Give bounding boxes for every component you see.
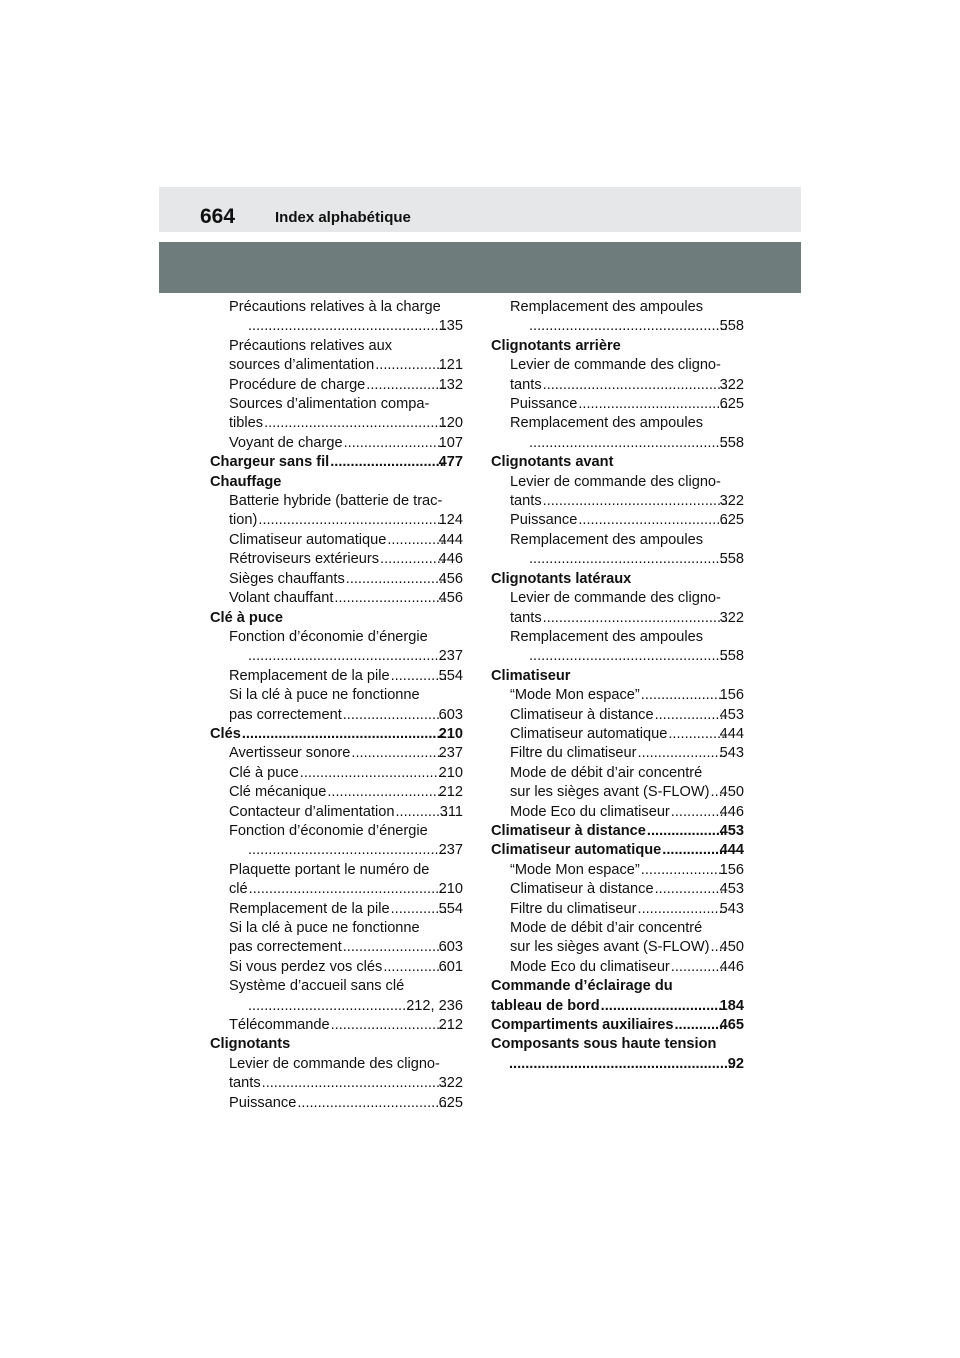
- leader-dots: [543, 376, 727, 395]
- leader-dots: [387, 531, 445, 550]
- index-page-ref: 601: [438, 958, 463, 975]
- leader-dots: [675, 1016, 726, 1035]
- index-page-ref: 625: [438, 1094, 463, 1111]
- index-page-ref: 322: [719, 609, 744, 626]
- index-entry-sub: [210, 783, 463, 802]
- leader-dots: [509, 1055, 734, 1074]
- index-page-ref: 444: [438, 531, 463, 548]
- leader-dots: [578, 511, 726, 530]
- index-page-ref: 212: [438, 784, 463, 801]
- index-entry-sub: [210, 589, 463, 608]
- index-page-ref: 554: [438, 900, 463, 917]
- leader-dots: [343, 706, 446, 725]
- index-page-ref: 450: [719, 939, 744, 956]
- index-entry-label: tants: [229, 1075, 261, 1092]
- index-entry-sub: [210, 531, 463, 550]
- index-entry-label: Télécommande: [229, 1017, 330, 1034]
- leader-dots: [248, 317, 446, 336]
- index-entry-label: Clignotants arrière: [491, 337, 621, 354]
- index-entry-label: Filtre du climatiseur: [510, 900, 637, 917]
- index-entry-main: [491, 841, 744, 860]
- index-entry-sub: [491, 958, 744, 977]
- header-band: [159, 187, 801, 232]
- index-page-ref: 121: [438, 357, 463, 374]
- index-page-ref: 237: [438, 745, 463, 762]
- index-page-ref: 237: [438, 842, 463, 859]
- index-page-ref: 558: [719, 434, 744, 451]
- index-entry-sub: [210, 395, 463, 434]
- index-entry-label: pas correctement: [229, 706, 342, 723]
- index-entry-label: Climatiseur automatique: [510, 725, 668, 742]
- index-page-ref: 210: [438, 725, 463, 742]
- index-page-ref: 453: [719, 881, 744, 898]
- index-page-ref: 465: [719, 1017, 744, 1034]
- index-entry-sub: [210, 1094, 463, 1113]
- index-entry-label: Clé à puce: [229, 764, 299, 781]
- index-entry-sub: [491, 356, 744, 395]
- index-page-ref: 92: [727, 1055, 744, 1072]
- leader-dots: [327, 783, 445, 802]
- index-page-ref: 446: [719, 803, 744, 820]
- index-entry-sub: [210, 628, 463, 667]
- index-entry-label: Si la clé à puce ne fonctionne: [229, 920, 420, 936]
- index-entry-label: Remplacement des ampoules: [510, 531, 704, 548]
- index-entry-label: Climatiseur automatique: [491, 842, 662, 859]
- index-entry-label: Filtre du climatiseur: [510, 745, 637, 762]
- index-entry-sub: [210, 919, 463, 958]
- index-entry-sub: [210, 1055, 463, 1094]
- index-entry-sub: [491, 803, 744, 822]
- index-entry-sub: [491, 861, 744, 880]
- index-page-ref: 558: [719, 318, 744, 335]
- leader-dots: [601, 997, 726, 1016]
- index-entry-label: tants: [510, 609, 542, 626]
- index-page-ref: 558: [719, 551, 744, 568]
- leader-dots: [346, 570, 446, 589]
- index-entry-label: Avertisseur sonore: [229, 745, 351, 762]
- leader-dots: [248, 647, 446, 666]
- index-entry-sub: [210, 434, 463, 453]
- index-entry-sub: [491, 919, 744, 958]
- index-entry-label: Chargeur sans fil: [210, 454, 330, 471]
- leader-dots: [529, 647, 727, 666]
- leader-dots: [300, 764, 446, 783]
- index-entry-label: pas correctement: [229, 939, 342, 956]
- leader-dots: [529, 550, 727, 569]
- leader-dots: [242, 725, 445, 744]
- index-entry-label: Chauffage: [210, 473, 282, 490]
- index-entry-sub: [491, 725, 744, 744]
- leader-dots: [668, 725, 726, 744]
- index-entry-sub: [491, 473, 744, 512]
- index-entry-label: Puissance: [510, 396, 578, 413]
- index-entry-label: Climatiseur automatique: [229, 531, 387, 548]
- leader-dots: [248, 997, 413, 1016]
- leader-dots: [671, 958, 727, 977]
- index-entry-label: Climatiseur: [491, 667, 571, 684]
- page-number: 664: [200, 205, 236, 228]
- index-entry-label: Climatiseur à distance: [491, 822, 646, 839]
- index-entry-sub: [210, 803, 463, 822]
- leader-dots: [641, 861, 727, 880]
- leader-dots: [391, 667, 446, 686]
- index-page-ref: 543: [719, 745, 744, 762]
- index-page-ref: 210: [438, 764, 463, 781]
- index-entry-sub: [210, 1016, 463, 1035]
- index-page-ref: 444: [719, 842, 744, 859]
- index-entry-label: Mode Eco du climatiseur: [510, 803, 670, 820]
- index-page-ref: 156: [719, 687, 744, 704]
- leader-dots: [655, 880, 727, 899]
- leader-dots: [543, 492, 727, 511]
- index-entry-main: [491, 977, 744, 1016]
- index-entry-label: Volant chauffant: [229, 590, 334, 607]
- leader-dots: [383, 958, 445, 977]
- index-page-ref: 135: [438, 318, 463, 335]
- index-page-ref: 453: [719, 822, 744, 839]
- index-entry-label: Précautions relatives à la charge: [229, 299, 441, 315]
- index-entry-label: Remplacement de la pile: [229, 900, 390, 917]
- index-page-ref: 625: [719, 396, 744, 413]
- leader-dots: [662, 841, 725, 860]
- index-entry-label: Clé à puce: [210, 609, 283, 626]
- section-title: Index alphabétique: [275, 209, 411, 226]
- index-entry-sub: [210, 958, 463, 977]
- index-entry-sub: [491, 628, 744, 667]
- header-bar: [159, 242, 801, 293]
- index-page-ref: 554: [438, 667, 463, 684]
- index-entry-sub: [210, 550, 463, 569]
- leader-dots: [331, 1016, 446, 1035]
- index-entry-label: “Mode Mon espace”: [510, 861, 640, 878]
- index-page-ref: 107: [438, 434, 463, 451]
- index-entry-sub: [491, 589, 744, 628]
- index-page-ref: 444: [719, 725, 744, 742]
- index-entry-main: [491, 1035, 744, 1074]
- leader-dots: [638, 900, 727, 919]
- leader-dots: [330, 453, 444, 472]
- index-entry-main: [210, 725, 463, 744]
- index-entry-sub: [210, 686, 463, 725]
- leader-dots: [297, 1094, 445, 1113]
- index-page-ref: 132: [438, 376, 463, 393]
- leader-dots: [391, 900, 446, 919]
- index-entry-label: Précautions relatives aux: [229, 337, 393, 354]
- index-entry-label: Commande d’éclairage du: [491, 978, 673, 995]
- index-page-ref: 120: [438, 415, 463, 432]
- index-entry-sub: [491, 414, 744, 453]
- index-entry-label: tants: [510, 376, 542, 393]
- index-entry-label: Si vous perdez vos clés: [229, 958, 383, 975]
- index-page-ref: 456: [438, 570, 463, 587]
- leader-dots: [647, 822, 726, 841]
- index-entry-label: Procédure de charge: [229, 376, 366, 393]
- index-page-ref: 156: [719, 861, 744, 878]
- index-entry-label: Remplacement des ampoules: [510, 415, 704, 432]
- index-entry-sub: [491, 744, 744, 763]
- index-entry-label: Mode de débit d’air concentré: [510, 920, 703, 936]
- index-entry-main: [491, 1016, 744, 1035]
- leader-dots: [641, 686, 727, 705]
- leader-dots: [380, 550, 446, 569]
- index-page-ref: 453: [719, 706, 744, 723]
- leader-dots: [258, 511, 445, 530]
- index-entry-label: Contacteur d’alimentation: [229, 803, 395, 820]
- index-entry-label: Si la clé à puce ne fonctionne: [229, 687, 420, 704]
- index-entry-sub: [491, 706, 744, 725]
- index-entry-label: tion): [229, 512, 258, 529]
- leader-dots: [375, 356, 445, 375]
- index-page-ref: 237: [438, 648, 463, 665]
- leader-dots: [334, 589, 445, 608]
- index-entry-label: Levier de commande des cligno-: [510, 357, 721, 374]
- index-entry-sub: [491, 395, 744, 414]
- leader-dots: [344, 434, 446, 453]
- index-entry-label: Remplacement des ampoules: [510, 299, 704, 315]
- index-page-ref: 311: [439, 803, 463, 820]
- index-entry-main: [210, 1035, 463, 1054]
- leader-dots: [249, 880, 446, 899]
- leader-dots: [248, 841, 446, 860]
- index-page-ref: 322: [719, 493, 744, 510]
- index-entry-main: [491, 822, 744, 841]
- leader-dots: [264, 414, 446, 433]
- index-entry-sub: [491, 686, 744, 705]
- index-entry-sub: [210, 822, 463, 861]
- index-column-left: [210, 298, 463, 1113]
- index-entry-label: Levier de commande des cligno-: [229, 1055, 440, 1072]
- index-page-ref: 184: [719, 997, 744, 1014]
- index-entry-sub: [210, 570, 463, 589]
- index-entry-label: Mode de débit d’air concentré: [510, 764, 703, 781]
- leader-dots: [671, 803, 727, 822]
- index-entry-sub: [491, 531, 744, 570]
- index-page-ref: 603: [438, 706, 463, 723]
- index-page-ref: 124: [438, 512, 463, 529]
- index-entry-label: Clignotants: [210, 1036, 291, 1053]
- index-page-ref: 446: [719, 958, 744, 975]
- index-entry-label: Levier de commande des cligno-: [510, 473, 721, 490]
- index-entry-main: [491, 667, 744, 686]
- index-page-ref: 456: [438, 590, 463, 607]
- leader-dots: [351, 744, 445, 763]
- index-page-ref: 558: [719, 648, 744, 665]
- leader-dots: [366, 376, 445, 395]
- index-entry-sub: [491, 764, 744, 803]
- index-page-ref: 625: [719, 512, 744, 529]
- index-page-ref: 450: [719, 784, 744, 801]
- index-page-ref: 543: [719, 900, 744, 917]
- index-entry-label: Système d’accueil sans clé: [229, 978, 405, 995]
- index-entry-main: [491, 337, 744, 356]
- index-entry-label: sur les sièges avant (S-FLOW): [510, 784, 710, 801]
- leader-dots: [529, 434, 727, 453]
- index-entry-sub: [210, 337, 463, 376]
- index-entry-main: [491, 453, 744, 472]
- index-page-ref: 210: [438, 881, 463, 898]
- index-entry-label: Rétroviseurs extérieurs: [229, 551, 380, 568]
- index-entry-label: Sièges chauffants: [229, 570, 345, 587]
- index-entry-main: [491, 570, 744, 589]
- index-entry-label: Remplacement de la pile: [229, 667, 390, 684]
- index-entry-sub: [210, 298, 463, 337]
- index-entry-label: Puissance: [510, 512, 578, 529]
- index-entry-label: Clé mécanique: [229, 784, 327, 801]
- index-entry-label: “Mode Mon espace”: [510, 687, 640, 704]
- index-entry-label: Plaquette portant le numéro de: [229, 861, 430, 878]
- index-column-right: [491, 298, 744, 1074]
- index-entry-sub: [210, 744, 463, 763]
- index-entry-label: Climatiseur à distance: [510, 706, 654, 723]
- index-entry-label: Mode Eco du climatiseur: [510, 958, 670, 975]
- index-entry-label: Puissance: [229, 1094, 297, 1111]
- index-entry-label: Batterie hybride (batterie de trac-: [229, 493, 443, 510]
- leader-dots: [543, 609, 727, 628]
- leader-dots: [529, 317, 727, 336]
- index-entry-sub: [210, 492, 463, 531]
- index-page-ref: 446: [438, 551, 463, 568]
- index-entry-sub: [210, 376, 463, 395]
- index-entry-sub: [210, 900, 463, 919]
- index-entry-label: Sources d’alimentation compa-: [229, 396, 430, 413]
- index-entry-label: Fonction d’économie d’énergie: [229, 628, 428, 645]
- leader-dots: [343, 938, 446, 957]
- index-entry-sub: [210, 977, 463, 1016]
- leader-dots: [638, 744, 727, 763]
- index-entry-sub: [491, 880, 744, 899]
- index-page-ref: 322: [719, 376, 744, 393]
- index-page-ref: 477: [438, 454, 463, 471]
- index-entry-sub: [210, 764, 463, 783]
- index-entry-label: Levier de commande des cligno-: [510, 590, 721, 607]
- index-entry-label: Clignotants latéraux: [491, 570, 632, 587]
- index-page-ref: 322: [438, 1075, 463, 1092]
- index-entry-label: tants: [510, 493, 542, 510]
- index-entry-label: Clignotants avant: [491, 454, 614, 471]
- leader-dots: [262, 1074, 446, 1093]
- index-entry-main: [210, 473, 463, 492]
- index-entry-sub: [210, 861, 463, 900]
- index-entry-label: Composants sous haute tension: [491, 1036, 717, 1053]
- index-entry-main: [210, 453, 463, 472]
- leader-dots: [578, 395, 726, 414]
- index-entry-label: Remplacement des ampoules: [510, 628, 704, 645]
- index-entry-sub: [491, 298, 744, 337]
- leader-dots: [655, 706, 727, 725]
- index-entry-sub: [491, 900, 744, 919]
- index-entry-label: Voyant de charge: [229, 434, 343, 451]
- index-entry-label: tibles: [229, 415, 264, 432]
- index-entry-label: sur les sièges avant (S-FLOW): [510, 939, 710, 956]
- index-entry-sub: [210, 667, 463, 686]
- index-entry-label: Climatiseur à distance: [510, 881, 654, 898]
- index-entry-label: Compartiments auxiliaires: [491, 1017, 674, 1034]
- index-entry-sub: [491, 511, 744, 530]
- index-entry-label: clé: [229, 881, 248, 898]
- index-entry-label: Clés: [210, 725, 241, 742]
- index-entry-label: sources d’alimentation: [229, 357, 375, 374]
- index-page-ref: 212: [438, 1017, 463, 1034]
- index-page-ref: 603: [438, 939, 463, 956]
- index-entry-label: tableau de bord: [491, 997, 600, 1014]
- index-entry-label: Fonction d’économie d’énergie: [229, 822, 428, 839]
- index-entry-main: [210, 609, 463, 628]
- index-page-ref: 212, 236: [406, 997, 463, 1014]
